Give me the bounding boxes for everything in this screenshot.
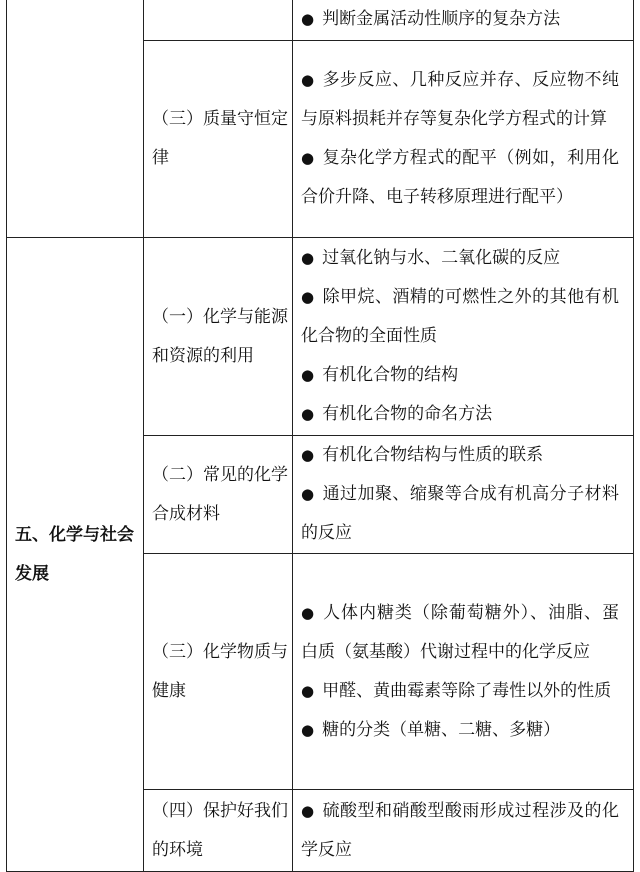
bullet-icon: ● [301, 366, 315, 384]
list-item: ● 复杂化学方程式的配平（例如，利用化合价升降、电子转移原理进行配平） [301, 148, 620, 207]
topic-cell: （四）保护好我们的环境 [144, 790, 293, 872]
content-cell [293, 0, 634, 41]
list-item: ● 通过加聚、缩聚等合成有机高分子材料的反应 [301, 484, 620, 543]
bullet-icon: ● [301, 149, 315, 167]
list-item: ● 人体内糖类（除葡萄糖外）、油脂、蛋白质（氨基酸）代谢过程中的化学反应 [301, 602, 620, 662]
table-row [7, 238, 634, 436]
list-item: ● 过氧化钠与水、二氧化碳的反应 [301, 248, 561, 268]
topic-cell: （一）化学与能源和资源的利用 [144, 238, 293, 436]
group-cell-empty [7, 0, 144, 238]
bullet-icon: ● [301, 71, 315, 89]
list-item: ● 判断金属活动性顺序的复杂方法 [301, 9, 561, 29]
bullet-icon: ● [301, 603, 316, 622]
table-row [7, 0, 634, 41]
list-item: ● 甲醛、黄曲霉素等除了毒性以外的性质 [301, 680, 612, 701]
list-item: ● 有机化合物的命名方法 [301, 404, 493, 424]
topic-cell: （三）质量守恒定律 [144, 41, 293, 238]
content-cell [293, 436, 634, 554]
content-cell [293, 790, 634, 872]
list-item: ● 糖的分类（单糖、二糖、多糖） [301, 719, 561, 740]
bullet-icon: ● [301, 720, 315, 739]
bullet-icon: ● [301, 446, 315, 464]
list-item: ● 有机化合物结构与性质的联系 [301, 445, 544, 465]
list-item: ● 多步反应、几种反应并存、反应物不纯与原料损耗并存等复杂化学方程式的计算 [301, 70, 620, 129]
content-table [6, 0, 634, 872]
list-item: ● 硫酸型和硝酸型酸雨形成过程涉及的化学反应 [301, 800, 620, 860]
bullet-icon: ● [301, 249, 315, 267]
content-cell [293, 554, 634, 790]
topic-cell: （二）常见的化学合成材料 [144, 436, 293, 554]
bullet-icon: ● [301, 801, 315, 820]
bullet-icon: ● [301, 485, 315, 503]
bullet-icon: ● [301, 288, 315, 306]
topic-cell [144, 0, 293, 41]
list-item: ● 除甲烷、酒精的可燃性之外的其他有机化合物的全面性质 [301, 287, 620, 346]
content-cell [293, 238, 634, 436]
group-cell: 五、化学与社会发展 [7, 238, 144, 872]
bullet-icon: ● [301, 681, 315, 700]
list-item: ● 有机化合物的结构 [301, 365, 459, 385]
topic-cell: （三）化学物质与健康 [144, 554, 293, 790]
bullet-icon: ● [301, 405, 315, 423]
bullet-icon: ● [301, 10, 315, 28]
content-cell [293, 41, 634, 238]
